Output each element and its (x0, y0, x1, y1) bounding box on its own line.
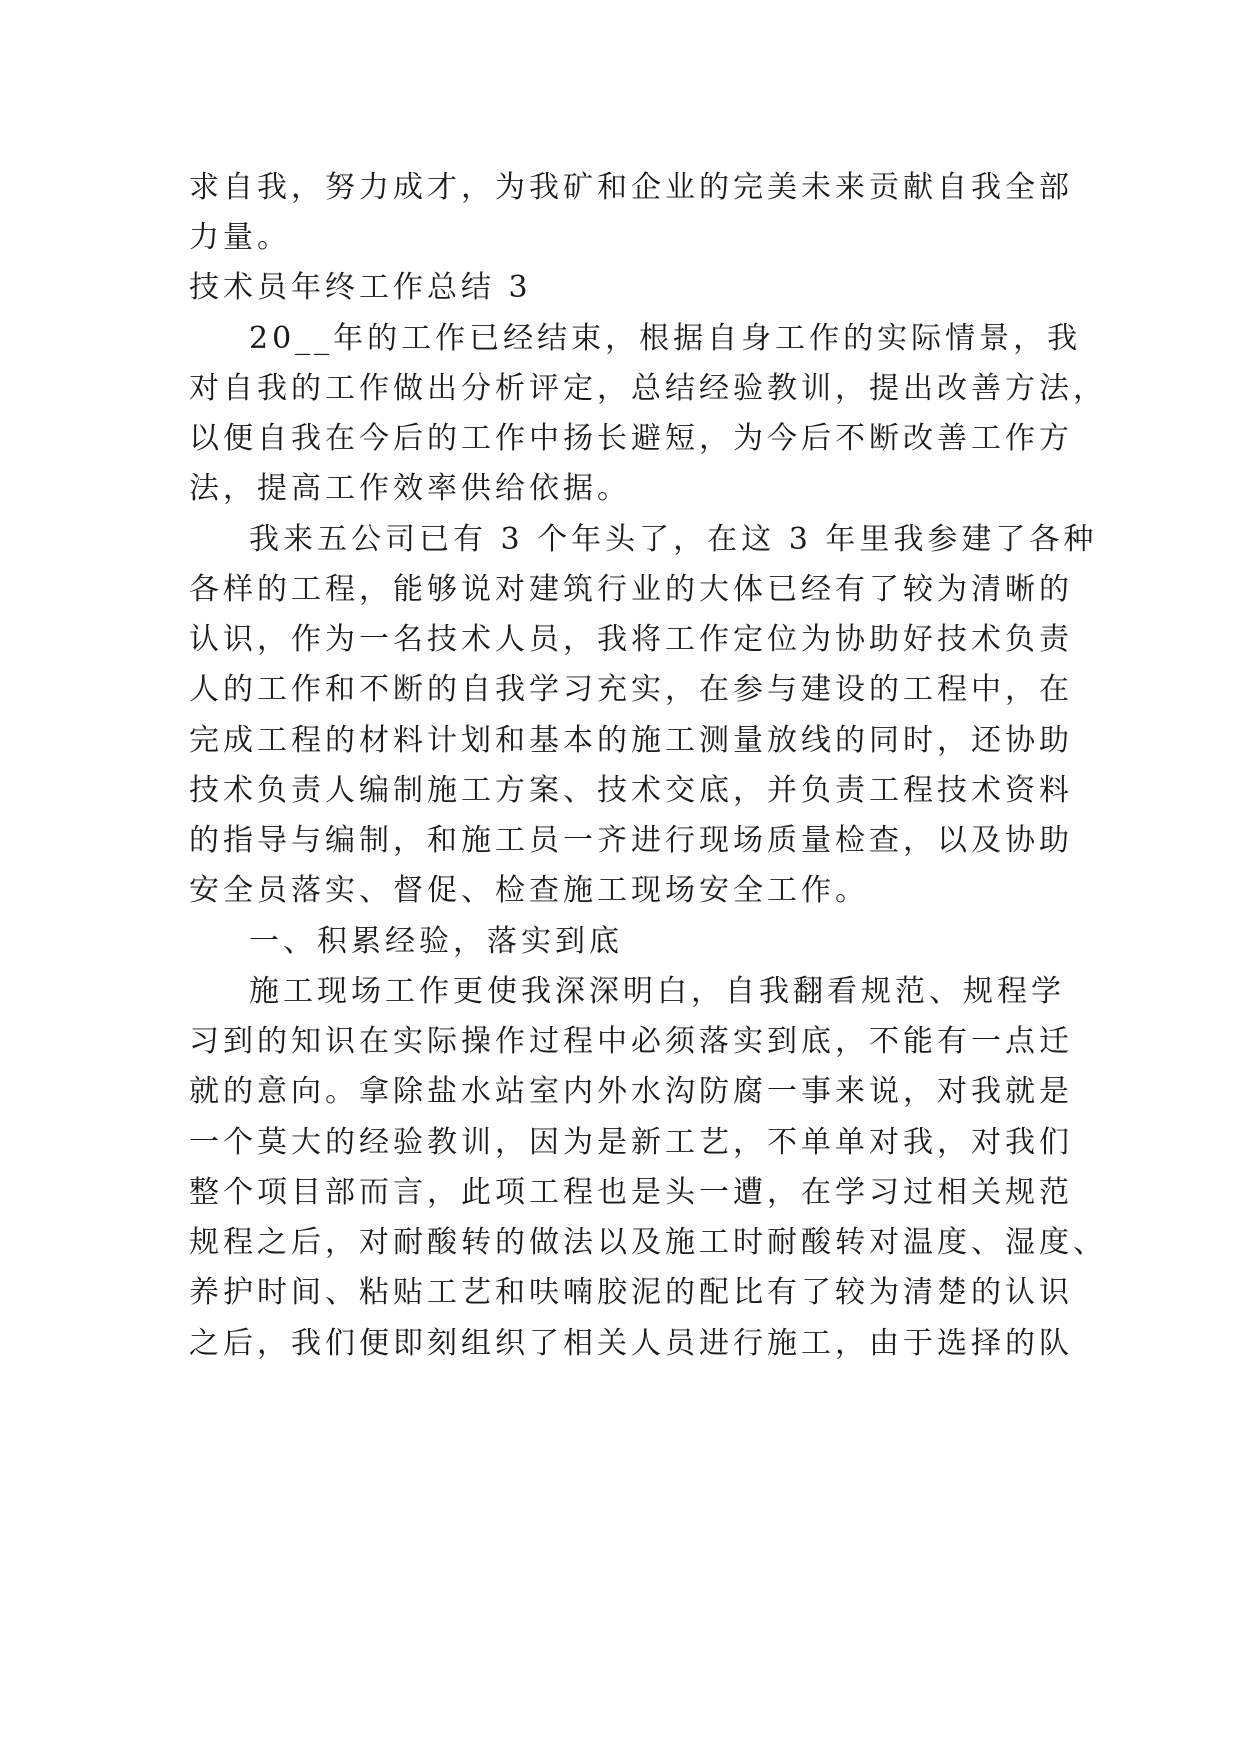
text-line: 之后，我们便即刻组织了相关人员进行施工，由于选择的队 (189, 1326, 1073, 1361)
text-line: 完成工程的材料计划和基本的施工测量放线的同时，还协助 (189, 723, 1073, 758)
text-line: 安全员落实、督促、检查施工现场安全工作。 (189, 873, 869, 908)
text-line: 施工现场工作更使我深深明白，自我翻看规范、规程学 (249, 974, 1065, 1009)
text-line: 一个莫大的经验教训，因为是新工艺，不单单对我，对我们 (189, 1125, 1073, 1160)
text-line: 养护时间、粘贴工艺和呋喃胶泥的配比有了较为清楚的认识 (189, 1275, 1073, 1310)
text-line: 规程之后，对耐酸转的做法以及施工时耐酸转对温度、湿度、 (189, 1225, 1107, 1260)
section-heading: 技术员年终工作总结 3 (189, 270, 532, 305)
text-line: 力量。 (189, 220, 291, 255)
text-line: 法，提高工作效率供给依据。 (189, 471, 631, 506)
text-line: 各样的工程，能够说对建筑行业的大体已经有了较为清晰的 (189, 572, 1073, 607)
text-line: 以便自我在今后的工作中扬长避短，为今后不断改善工作方 (189, 421, 1073, 456)
text-line: 技术负责人编制施工方案、技术交底，并负责工程技术资料 (189, 773, 1073, 808)
subheading: 一、积累经验，落实到底 (249, 924, 623, 959)
text-line: 习到的知识在实际操作过程中必须落实到底，不能有一点迁 (189, 1024, 1073, 1059)
text-line: 人的工作和不断的自我学习充实，在参与建设的工程中，在 (189, 672, 1073, 707)
text-line: 就的意向。拿除盐水站室内外水沟防腐一事来说，对我就是 (189, 1074, 1073, 1109)
text-line: 认识，作为一名技术人员，我将工作定位为协助好技术负责 (189, 622, 1073, 657)
text-line: 我来五公司已有 3 个年头了，在这 3 年里我参建了各种 (249, 522, 1098, 557)
text-line: 对自我的工作做出分析评定，总结经验教训，提出改善方法， (189, 371, 1107, 406)
text-line: 20__年的工作已经结束，根据自身工作的实际情景，我 (249, 321, 1082, 356)
text-line: 的指导与编制，和施工员一齐进行现场质量检查，以及协助 (189, 823, 1073, 858)
text-line: 求自我，努力成才，为我矿和企业的完美未来贡献自我全部 (189, 170, 1073, 205)
text-line: 整个项目部而言，此项工程也是头一遭，在学习过相关规范 (189, 1175, 1073, 1210)
